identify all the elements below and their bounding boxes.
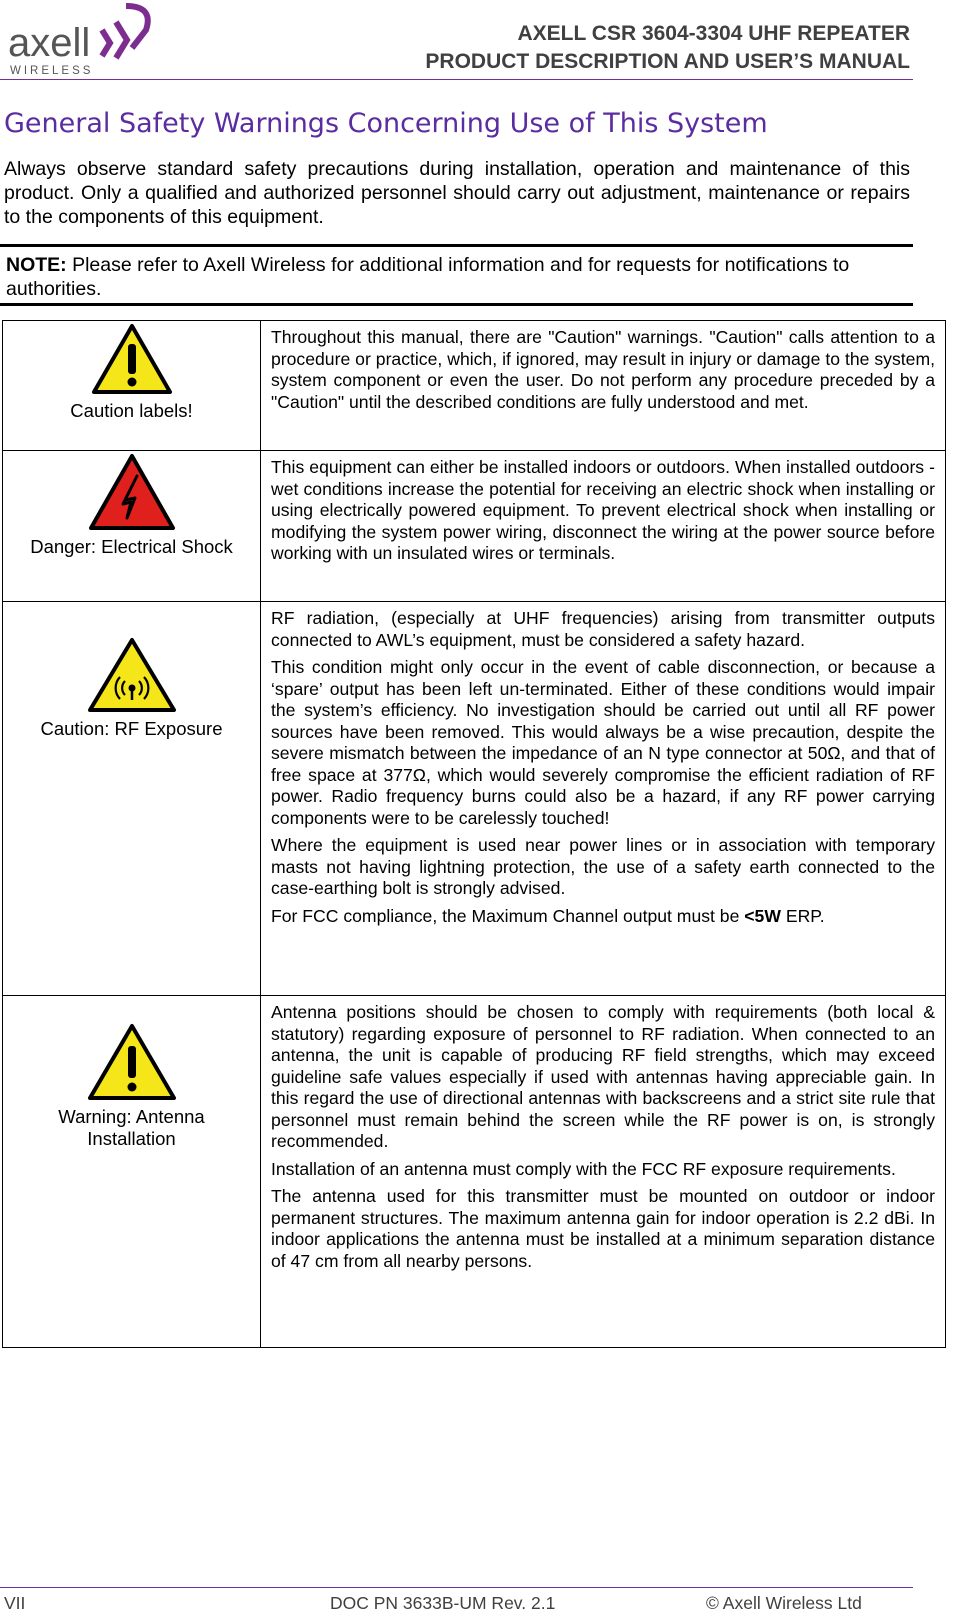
- warning-paragraph: The antenna used for this transmitter must be mounted on outdoor or indoor permanent structures. The maximum antenna gain for indoor operation is 2.2 dBi. In indoor applications the antenna must be installed at a minimum separation distance of 47 cm from all nearby persons.: [271, 1186, 935, 1271]
- footer-divider: [0, 1587, 913, 1588]
- fcc-prefix: For FCC compliance, the Maximum Channel output must be: [271, 905, 745, 926]
- warning-paragraph: Antenna positions should be chosen to comply with requirements (both local & statutory) regarding exposure of personnel to RF radiation. When connected to an antenna, the unit is capable of producing RF field strengths, which may exceed guideline safe values especially if used with antennas having appreciable gain. In this regard the use of directional antennas with backscreens and a strict site rule that personnel must remain behind the screen while the RF power is on, is strongly recommended.: [271, 1002, 935, 1151]
- header-title-line-1: AXELL CSR 3604-3304 UHF REPEATER: [517, 22, 910, 45]
- warning-paragraph: Throughout this manual, there are "Caution" warnings. "Caution" calls attention to a procedure or practice, which, if ignored, may result in injury or damage to the system, system component or even the user. Do not perform any procedure preceded by a "Caution" until the described conditions are fully understood and met.: [271, 327, 935, 412]
- warning-icon-cell: [3, 451, 261, 602]
- warning-paragraph: This equipment can either be installed indoors or outdoors. When installed outdoors - wet conditions increase the potential for receiving an electric shock when installing or using electrically powered equipment. To prevent electrical shock when installing or modifying the system power wiring, disconnect the wiring at the power source before working with un insulated wires or terminals.: [271, 457, 935, 563]
- warning-label: Caution: RF Exposure: [40, 718, 223, 739]
- warning-text-cell: [261, 996, 946, 1348]
- fcc-suffix: ERP.: [780, 905, 825, 926]
- fcc-max-output: <5W: [744, 905, 781, 926]
- warning-icon-cell: [3, 321, 261, 451]
- header-divider: [0, 79, 913, 80]
- note-label: NOTE:: [6, 254, 67, 276]
- axell-wireless-logo: [6, 0, 156, 80]
- warning-paragraph: Where the equipment is used near power lines or in association with temporary masts not having lightning protection, the use of a safety earth connected to the case-earthing bolt is strongly advised.: [271, 835, 935, 898]
- svg-text:WIRELESS: WIRELESS: [10, 65, 94, 77]
- note-box: [0, 244, 913, 306]
- warning-text-cell: [261, 602, 946, 996]
- footer-copyright: © Axell Wireless Ltd: [706, 1593, 862, 1613]
- warning-text-cell: [261, 321, 946, 451]
- caution-triangle-icon: [90, 322, 174, 396]
- warning-row-rf-exposure: [3, 602, 946, 996]
- caution-triangle-icon: [86, 1022, 178, 1102]
- warning-icon-cell: [3, 996, 261, 1348]
- intro-paragraph: Always observe standard safety precautions during installation, operation and maintenance of this product. Only a qualified and authorized personnel should carry out adjustment, maintenance or repairs to the components of this equipment.: [4, 158, 910, 228]
- warning-text-cell: [261, 451, 946, 602]
- header-title-line-2: PRODUCT DESCRIPTION AND USER’S MANUAL: [425, 50, 910, 73]
- safety-warnings-table: [2, 320, 946, 1348]
- warning-paragraph: This condition might only occur in the event of cable disconnection, or because a ‘spare’ output has been left un-terminated. Either of these conditions would impair the system’s efficiency. No investigation should be carried out until all RF power sources have been removed. This would always be a wise precaution, despite the severe mismatch between the impedance of an N type connector at 50Ω, and that of free space at 377Ω, which would severely compromise the efficient radiation of RF power. Radio frequency burns could also be a hazard, if any RF power carrying components were to be carelessly touched!: [271, 657, 935, 828]
- document-header: [425, 20, 910, 76]
- warning-row-electrical-shock: [3, 451, 946, 602]
- fcc-compliance-paragraph: [271, 906, 935, 928]
- warning-row-caution: [3, 321, 946, 451]
- warning-icon-cell: [3, 602, 261, 996]
- footer-page-number: VII: [4, 1593, 26, 1613]
- rf-exposure-icon: [86, 636, 178, 714]
- note-text: Please refer to Axell Wireless for additional information and for requests for notifications to authorities.: [6, 254, 850, 300]
- warning-paragraph: RF radiation, (especially at UHF frequencies) arising from transmitter outputs connected to AWL’s equipment, must be considered a safety hazard.: [271, 608, 935, 650]
- warning-paragraph: Installation of an antenna must comply with the FCC RF exposure requirements.: [271, 1158, 896, 1179]
- section-heading: General Safety Warnings Concerning Use of This System: [4, 108, 768, 139]
- footer-doc-number: DOC PN 3633B-UM Rev. 2.1: [330, 1593, 556, 1613]
- warning-label: Warning: Antenna Installation: [58, 1106, 205, 1149]
- electrical-shock-icon: [87, 452, 177, 532]
- warning-row-antenna-installation: [3, 996, 946, 1348]
- warning-label: Danger: Electrical Shock: [30, 536, 233, 557]
- warning-label: Caution labels!: [70, 400, 193, 421]
- svg-text:axell: axell: [8, 21, 91, 65]
